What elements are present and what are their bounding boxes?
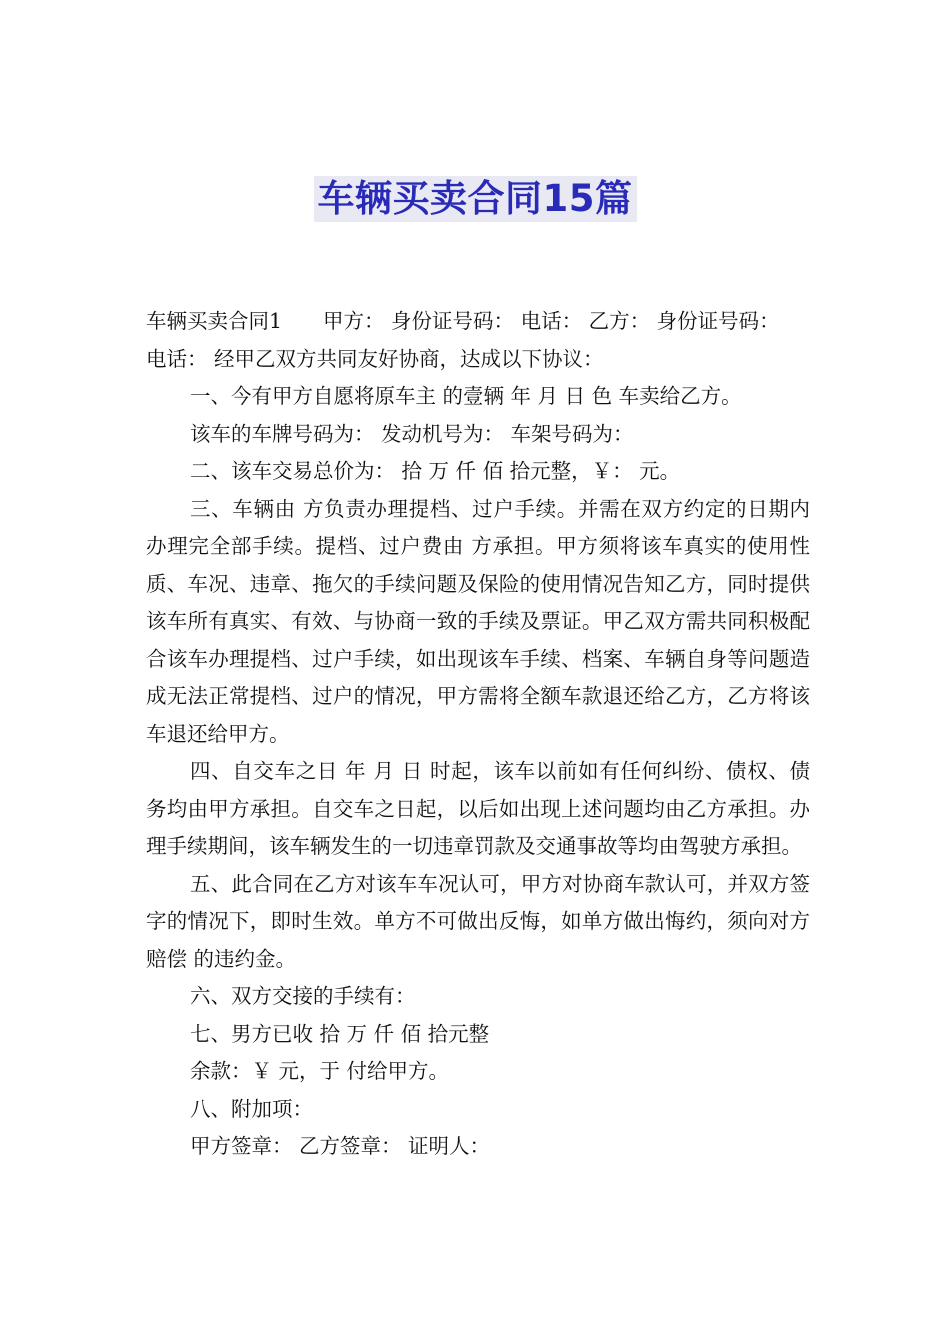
document-body	[146, 303, 810, 1166]
clause-6: 六、双方交接的手续有：	[190, 984, 416, 1008]
clause-8: 八、附加项：	[190, 1096, 313, 1121]
vehicle-numbers-line: 该车的车牌号码为： 发动机号为： 车架号码为：	[190, 421, 634, 446]
clause-2: 二、该车交易总价为： 拾 万 仟 佰 拾元整，￥： 元。	[190, 459, 681, 483]
clause-5: 五、此合同在乙方对该车车况认可，甲方对协商车款认可，并双方签字的情况下，即时生效。单方不可做出反悔，如单方做出悔约，须向对方赔偿 的违约金。	[146, 871, 810, 971]
document-title: 车辆买卖合同15篇	[314, 176, 637, 222]
parties-line: 车辆买卖合同1 甲方： 身份证号码： 电话： 乙方： 身份证号码：	[146, 309, 780, 333]
agreement-intro-line: 电话： 经甲乙双方共同友好协商，达成以下协议：	[146, 346, 604, 371]
balance-line: 余款：￥ 元，于 付给甲方。	[190, 1059, 450, 1083]
signature-line: 甲方签章： 乙方签章： 证明人：	[190, 1134, 491, 1158]
clause-4: 四、自交车之日 年 月 日 时起，该车以前如有任何纠纷、债权、债务均由甲方承担。自交车之日起，以后如出现上述问题均由乙方承担。办理手续期间，该车辆发生的一切违章罚款及交通事故等均由驾驶方承担。	[146, 759, 810, 858]
clause-7: 七、男方已收 拾 万 仟 佰 拾元整	[190, 1021, 490, 1046]
title-container	[0, 176, 950, 222]
clause-1: 一、今有甲方自愿将原车主 的壹辆 年 月 日 色 车卖给乙方。	[190, 384, 742, 408]
clause-3: 三、车辆由 方负责办理提档、过户手续。并需在双方约定的日期内办理完全部手续。提档、过户费由 方承担。甲方须将该车真实的使用性质、车况、违章、拖欠的手续问题及保险的使用情况告知乙方，同时提供该车所有真实、有效、与协商一致的手续及票证。甲乙双方需共同积极配合该车办理提档、过户手续，如出现该车手续、档案、车辆自身等问题造成无法正常提档、过户的情况，甲方需将全额车款退还给乙方，乙方将该车退还给甲方。	[146, 496, 810, 746]
